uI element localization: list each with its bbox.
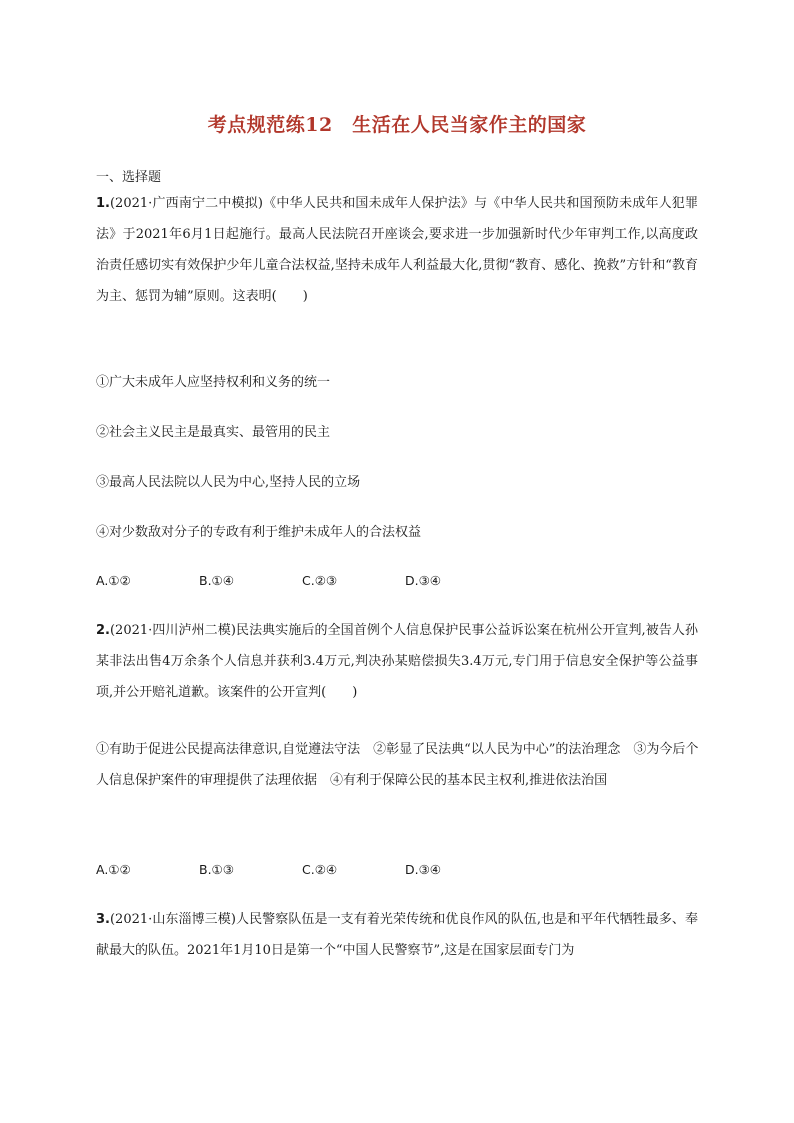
question-stem: (2021·广西南宁二中模拟)《中华人民共和国未成年人保护法》与《中华人民共和国预防未成年人犯罪法》于2021年6月1日起施行。最高人民法院召开座谈会,要求进一步加强新时代少年审判工作,以高度政治责任感切实有效保护少年儿童合法权益,坚持未成年人利益最大化,贯彻“教育、感化、挽救”方针和“教育为主、惩罚为辅”原则。这表明( ) <box>96 196 698 304</box>
question-1-option-2: ②社会主义民主是最真实、最管用的民主 <box>96 425 331 440</box>
question-1-option-4: ④对少数敌对分子的专政有利于维护未成年人的合法权益 <box>96 525 422 540</box>
question-stem: (2021·山东淄博三模)人民警察队伍是一支有着光荣传统和优良作风的队伍,也是和平年代牺牲最多、奉献最大的队伍。2021年1月10日是第一个“中国人民警察节”,这是在国家层面专门为 <box>96 912 698 958</box>
choice-d: D.③④ <box>405 862 442 877</box>
question-1-choices <box>96 573 698 588</box>
choice-b: B.①③ <box>199 862 234 877</box>
choice-d: D.③④ <box>405 573 442 588</box>
question-2-choices <box>96 862 698 877</box>
choice-a: A.①② <box>96 862 131 877</box>
choice-b: B.①④ <box>199 573 234 588</box>
section-heading: 一、选择题 <box>96 170 162 185</box>
question-stem: (2021·四川泸州二模)民法典实施后的全国首例个人信息保护民事公益诉讼案在杭州公开宣判,被告人孙某非法出售4万余条个人信息并获利3.4万元,判决孙某赔偿损失3.4万元,专门用于信息安全保护等公益事项,并公开赔礼道歉。该案件的公开宣判( ) <box>96 623 698 700</box>
question-1 <box>96 188 698 312</box>
page-title: 考点规范练12 生活在人民当家作主的国家 <box>207 114 587 136</box>
question-number: 3. <box>96 912 110 927</box>
choice-a: A.①② <box>96 573 131 588</box>
question-number: 2. <box>96 623 110 638</box>
question-3 <box>96 904 698 966</box>
question-1-option-3: ③最高人民法院以人民为中心,坚持人民的立场 <box>96 475 361 490</box>
choice-c: C.②③ <box>302 573 338 588</box>
question-2 <box>96 615 698 708</box>
question-number: 1. <box>96 196 110 211</box>
question-2-options: ①有助于促进公民提高法律意识,自觉遵法守法 ②彰显了民法典“以人民为中心”的法治理念 ③为今后个人信息保护案件的审理提供了法理依据 ④有利于保障公民的基本民主权利,推进依法治国 <box>96 742 699 788</box>
choice-c: C.②④ <box>302 862 338 877</box>
question-1-option-1: ①广大未成年人应坚持权利和义务的统一 <box>96 375 331 390</box>
